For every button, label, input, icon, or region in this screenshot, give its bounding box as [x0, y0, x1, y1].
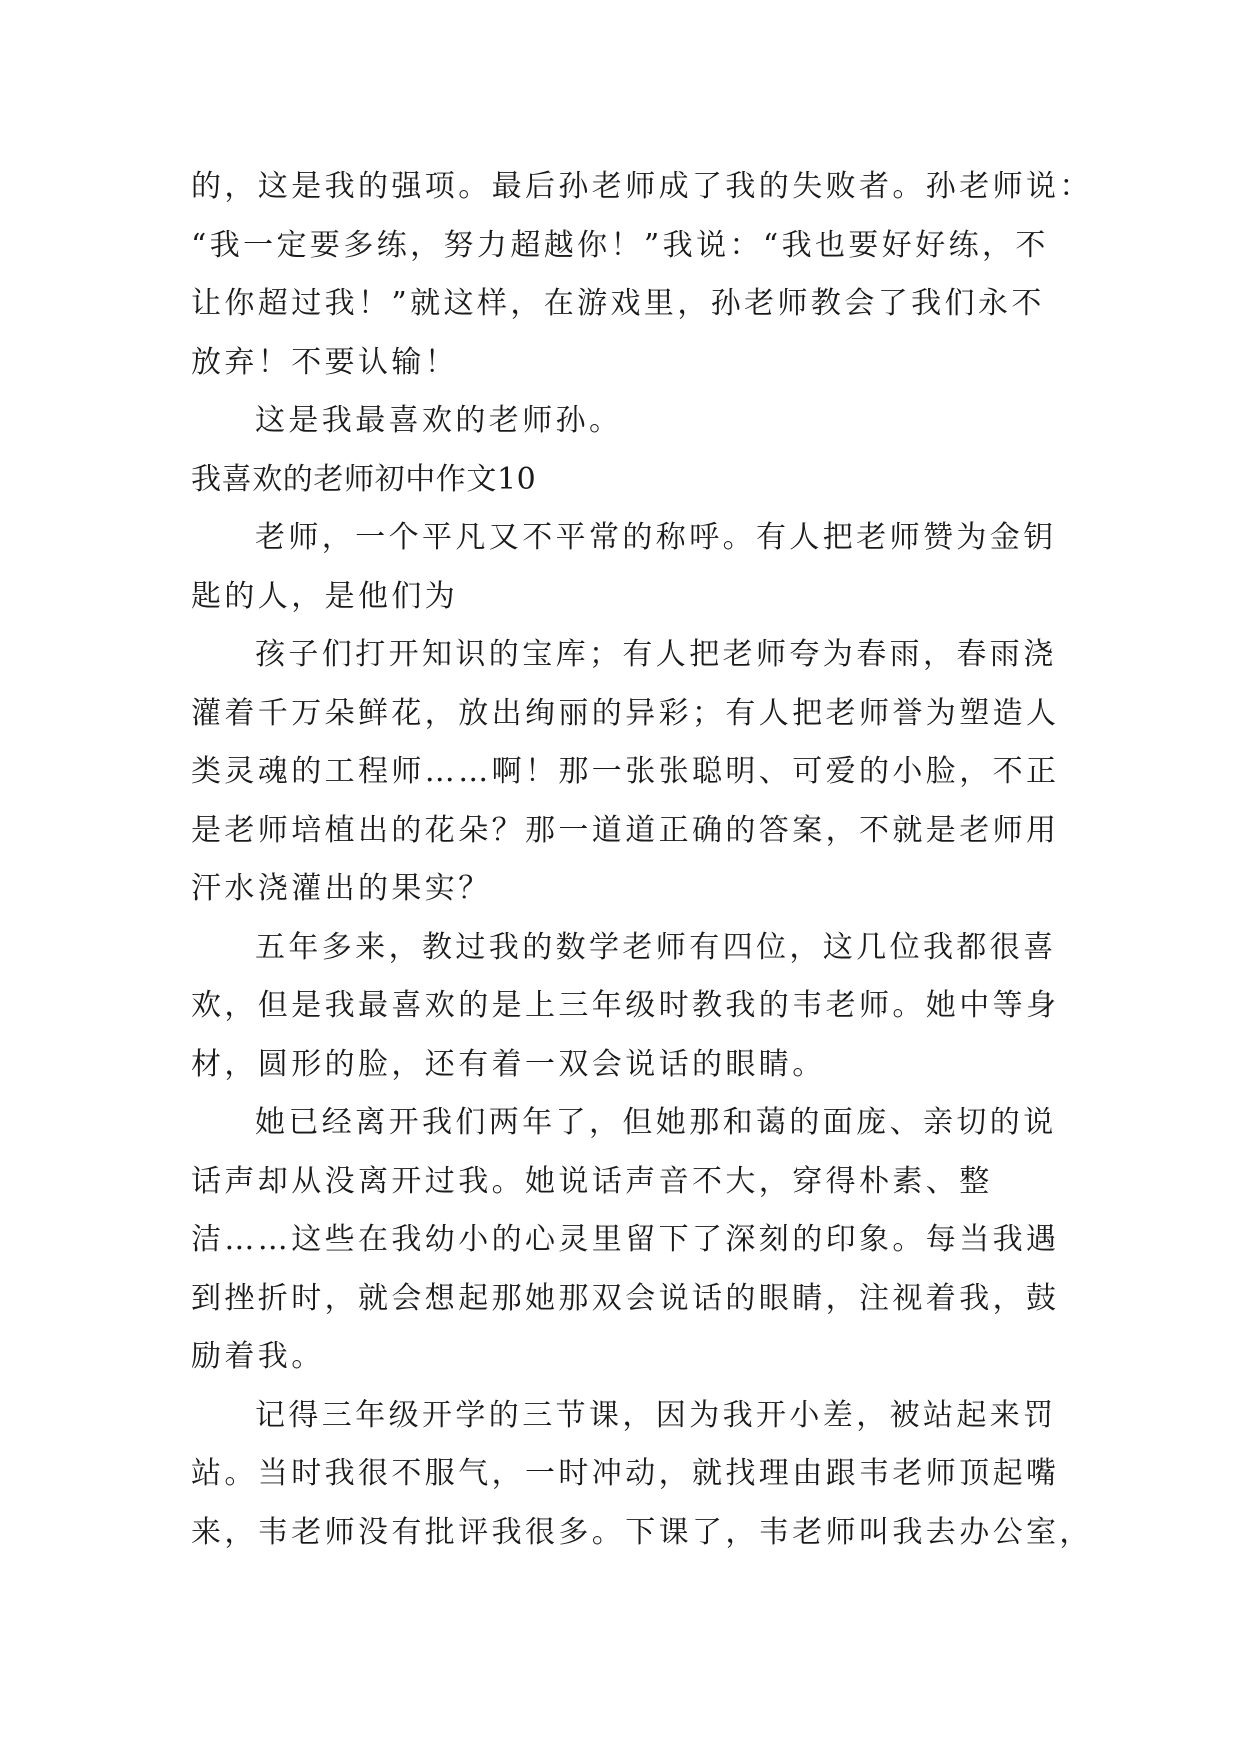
document-body	[191, 158, 1093, 1562]
text-line: 孩子们打开知识的宝库；有人把老师夸为春雨，春雨浇	[255, 637, 1057, 672]
text-line: 汗水浇灌出的果实？	[191, 871, 492, 906]
text-line: 欢，但是我最喜欢的是上三年级时教我的韦老师。她中等身	[191, 988, 1060, 1023]
text-line: 话声却从没离开过我。她说话声音不大，穿得朴素、整	[191, 1163, 993, 1199]
text-line: 材，圆形的脸，还有着一双会说话的眼睛。	[191, 1046, 826, 1082]
text-line: 老师，一个平凡又不平常的称呼。有人把老师赞为金钥	[255, 520, 1057, 555]
text-line: 她已经离开我们两年了，但她那和蔼的面庞、亲切的说	[255, 1105, 1057, 1140]
text-line: 放弃！不要认输！	[191, 344, 459, 380]
text-line: 洁……这些在我幼小的心灵里留下了深刻的印象。每当我遇	[191, 1222, 1060, 1257]
text-line: 灌着千万朵鲜花，放出绚丽的异彩；有人把老师誉为塑造人	[191, 695, 1060, 731]
text-line: 励着我。	[191, 1339, 325, 1374]
text-line: 五年多来，教过我的数学老师有四位，这几位我都很喜	[255, 929, 1057, 965]
text-line: 让你超过我！”就这样，在游戏里，孙老师教会了我们永不	[191, 286, 1045, 321]
text-line: 类灵魂的工程师……啊！那一张张聪明、可爱的小脸，不正	[191, 754, 1060, 789]
text-line: 是老师培植出的花朵？那一道道正确的答案，不就是老师用	[191, 812, 1060, 848]
text-line: 匙的人，是他们为	[191, 578, 459, 614]
text-line: “我一定要多练，努力超越你！”我说：“我也要好好练，不	[191, 227, 1049, 263]
text-line: 到挫折时，就会想起那她那双会说话的眼睛，注视着我，鼓	[191, 1280, 1060, 1316]
text-line: 这是我最喜欢的老师孙。	[255, 403, 623, 438]
text-line: 来，韦老师没有批评我很多。下课了，韦老师叫我去办公室，	[191, 1514, 1093, 1550]
text-line: 记得三年级开学的三节课，因为我开小差，被站起来罚	[255, 1397, 1057, 1433]
section-heading: 我喜欢的老师初中作文10	[191, 461, 537, 497]
text-line: 站。当时我很不服气，一时冲动，就找理由跟韦老师顶起嘴	[191, 1456, 1060, 1491]
text-line: 的，这是我的强项。最后孙老师成了我的失败者。孙老师说：	[191, 169, 1093, 204]
